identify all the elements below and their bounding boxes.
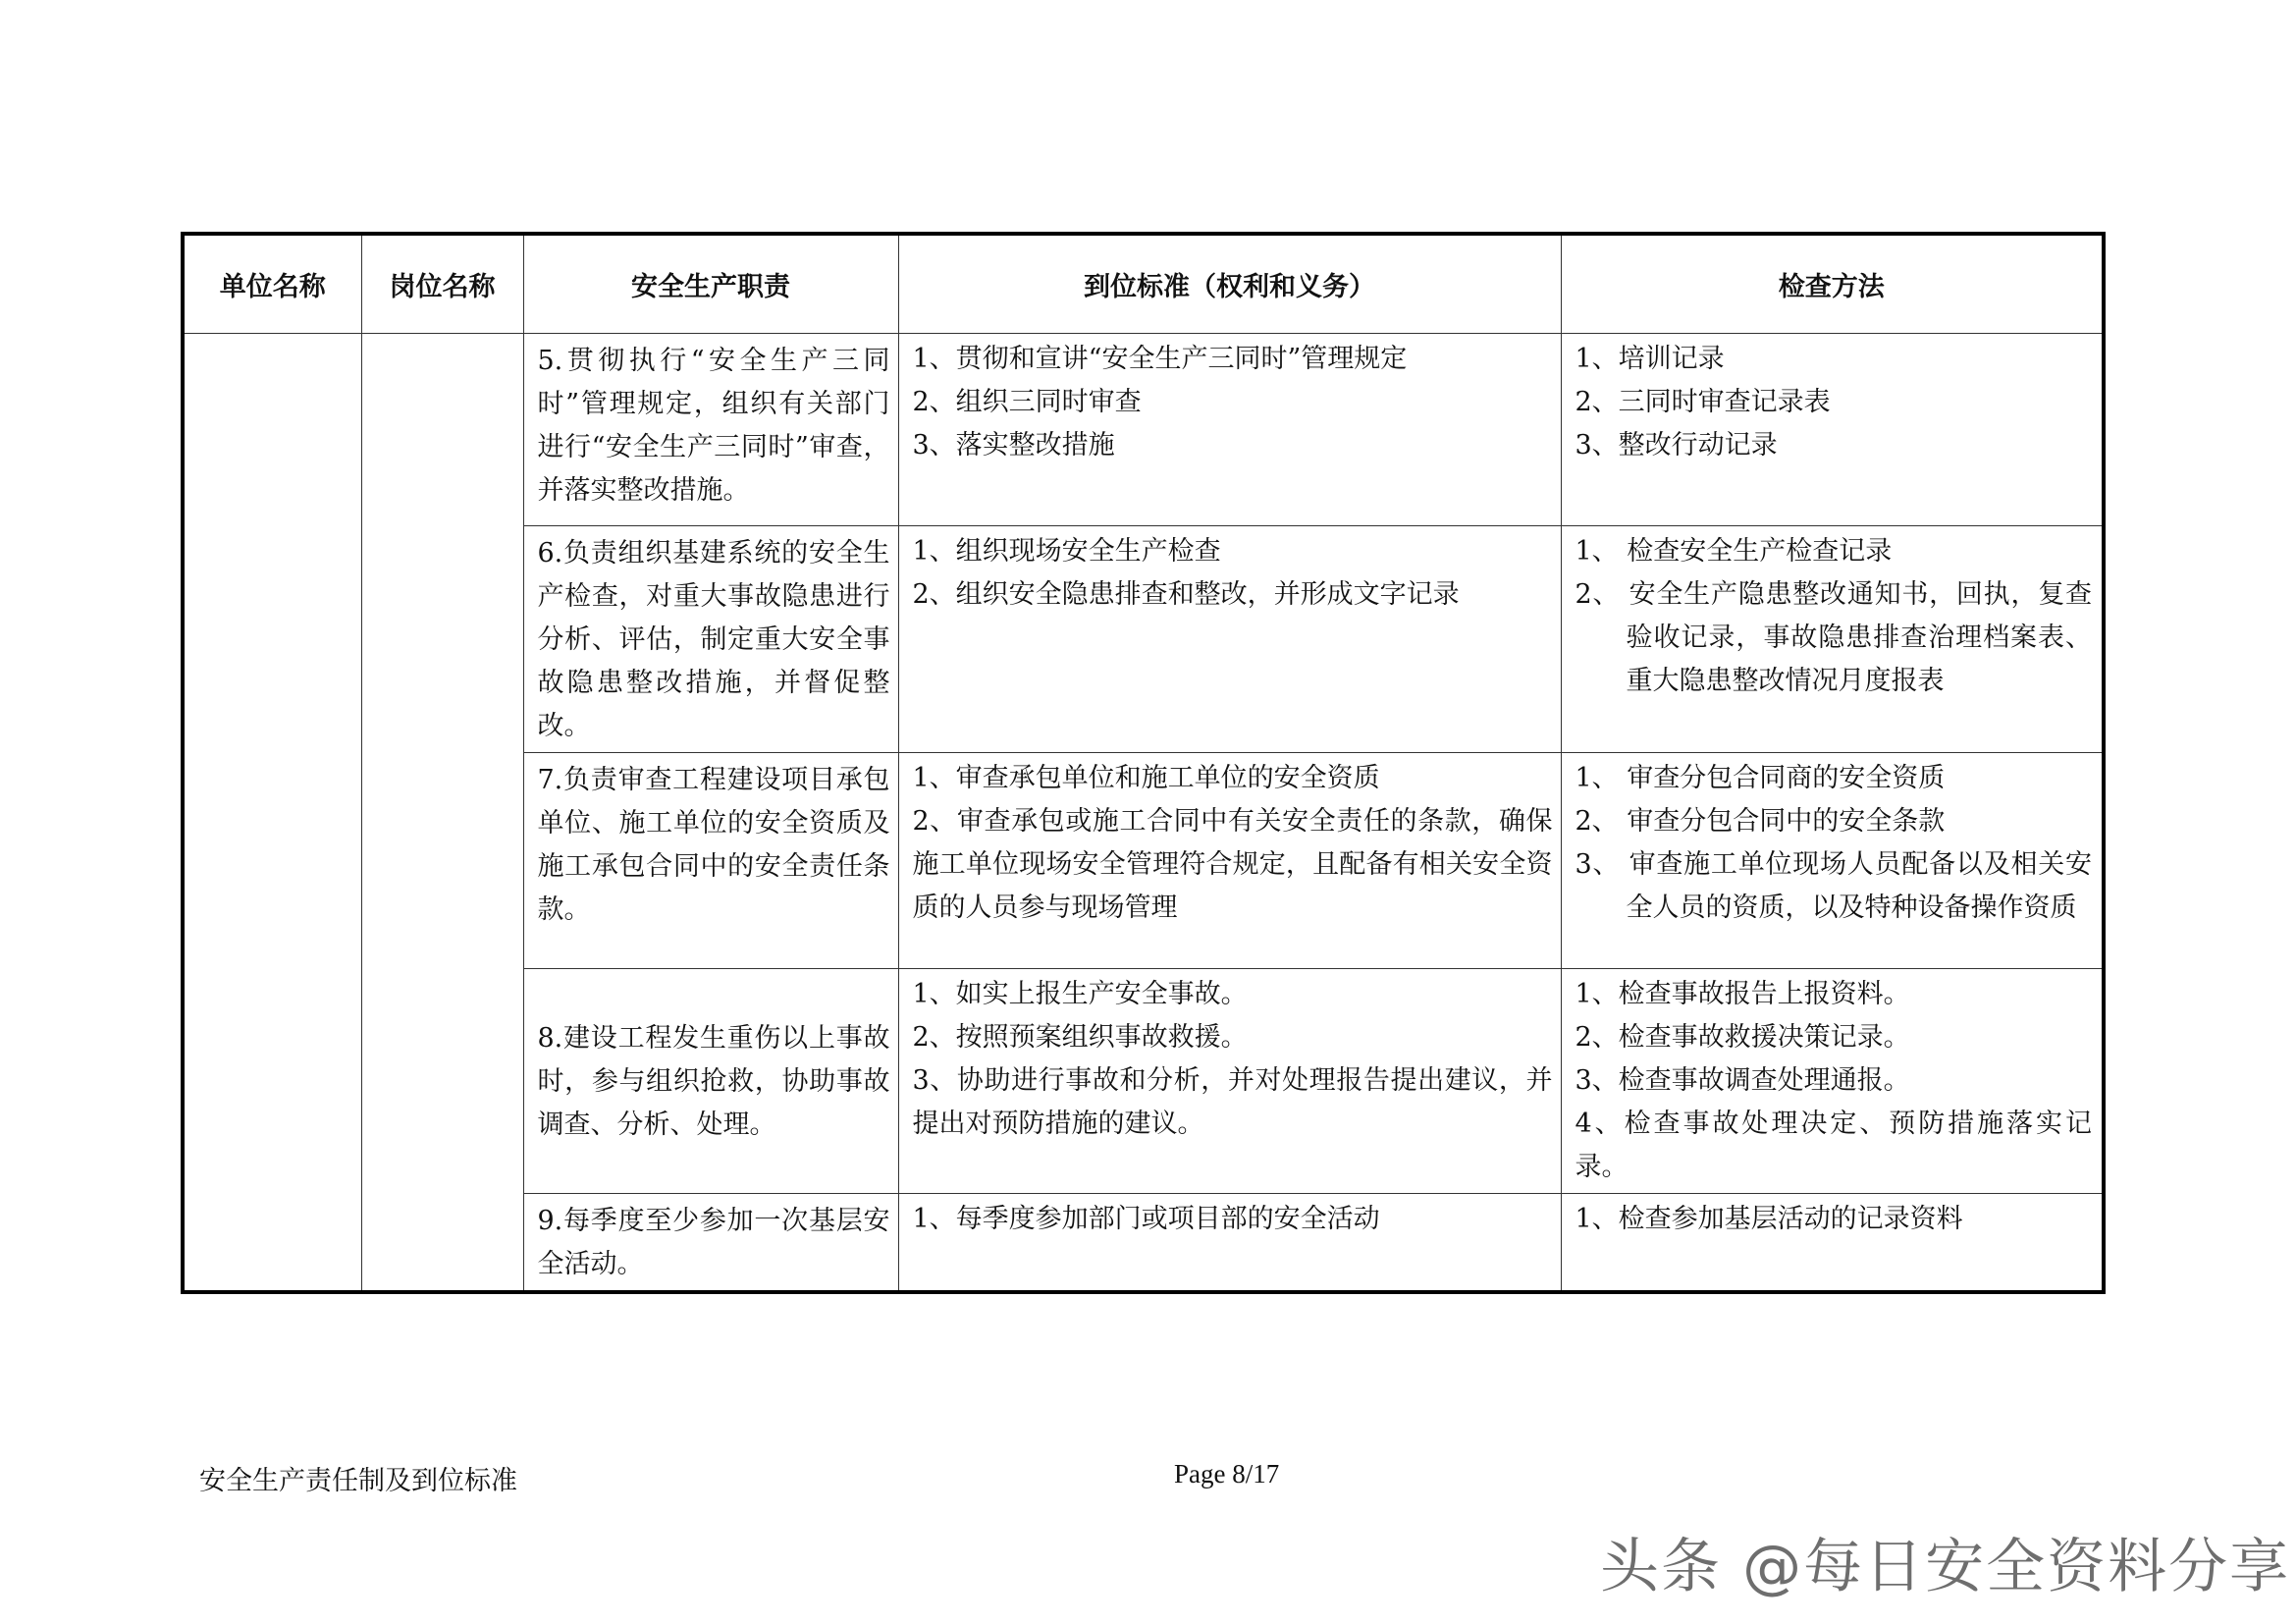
standard-item: 1、每季度参加部门或项目部的安全活动 [912,1204,1380,1234]
check-cell [1561,334,2104,526]
check-item: 3、检查事故调查处理通报。 [1575,1065,1910,1096]
table-row [183,334,2104,526]
watermark-logo: 头条 @每日安全资料分享 [1600,1533,2291,1601]
unit-name-cell [183,334,361,1293]
standard-cell [898,334,1561,526]
table-header-row [183,234,2104,334]
standard-item: 1、如实上报生产安全事故。 [912,979,1248,1009]
header-safety-duty: 安全生产职责 [523,234,898,334]
check-item: 2、检查事故救援决策记录。 [1575,1022,1910,1053]
check-item: 1、培训记录 [1575,344,1725,374]
check-cell [1561,969,2104,1194]
position-name-cell [361,334,523,1293]
standard-item: 1、组织现场安全生产检查 [912,536,1221,567]
standard-cell [898,753,1561,969]
check-item: 2、三同时审查记录表 [1575,387,1831,417]
standard-item: 2、审查承包或施工合同中有关安全责任的条款，确保施工单位现场安全管理符合规定，且配备有相关安全资质的人员参与现场管理 [912,806,1553,923]
check-item: 4、检查事故处理决定、预防措施落实记录。 [1575,1109,2092,1182]
standard-item: 2、组织安全隐患排查和整改，并形成文字记录 [912,579,1460,610]
duty-cell: 7.负责审查工程建设项目承包单位、施工单位的安全资质及施工承包合同中的安全责任条款。 [523,753,898,969]
check-item: 1、检查事故报告上报资料。 [1575,979,1910,1009]
standard-cell [898,969,1561,1194]
check-item: 1、 检查安全生产检查记录 [1575,536,1893,567]
check-item: 1、检查参加基层活动的记录资料 [1575,1204,1963,1234]
footer-page-number: Page 8/17 [1174,1459,1280,1489]
standard-cell [898,526,1561,753]
duty-cell: 5.贯彻执行“安全生产三同时”管理规定，组织有关部门进行“安全生产三同时”审查，并落实整改措施。 [523,334,898,526]
check-cell [1561,526,2104,753]
standard-cell [898,1194,1561,1293]
check-item: 2、 审查分包合同中的安全条款 [1575,806,1946,837]
duty-cell: 9.每季度至少参加一次基层安全活动。 [523,1194,898,1293]
check-item: 1、 审查分包合同商的安全资质 [1575,763,1946,793]
check-item: 3、 审查施工单位现场人员配备以及相关安全人员的资质，以及特种设备操作资质 [1575,849,2092,923]
standard-item: 3、落实整改措施 [912,430,1115,460]
standard-item: 2、组织三同时审查 [912,387,1142,417]
standard-item: 1、贯彻和宣讲“安全生产三同时”管理规定 [912,344,1408,374]
duty-cell: 8.建设工程发生重伤以上事故时，参与组织抢救，协助事故调查、分析、处理。 [523,969,898,1194]
standard-item: 2、按照预案组织事故救援。 [912,1022,1248,1053]
duty-cell: 6.负责组织基建系统的安全生产检查，对重大事故隐患进行分析、评估，制定重大安全事故隐患整改措施，并督促整改。 [523,526,898,753]
standard-item: 1、审查承包单位和施工单位的安全资质 [912,763,1380,793]
header-position-name: 岗位名称 [361,234,523,334]
responsibility-table [181,232,2106,1294]
header-check-method: 检查方法 [1561,234,2104,334]
header-standard: 到位标准（权利和义务） [898,234,1561,334]
check-cell [1561,1194,2104,1293]
check-item: 2、 安全生产隐患整改通知书，回执，复查验收记录，事故隐患排查治理档案表、重大隐患整改情况月度报表 [1575,579,2092,696]
footer-document-title: 安全生产责任制及到位标准 [199,1466,517,1496]
check-cell [1561,753,2104,969]
header-unit-name: 单位名称 [183,234,361,334]
check-item: 3、整改行动记录 [1575,430,1778,460]
standard-item: 3、协助进行事故和分析，并对处理报告提出建议，并提出对预防措施的建议。 [912,1065,1553,1139]
